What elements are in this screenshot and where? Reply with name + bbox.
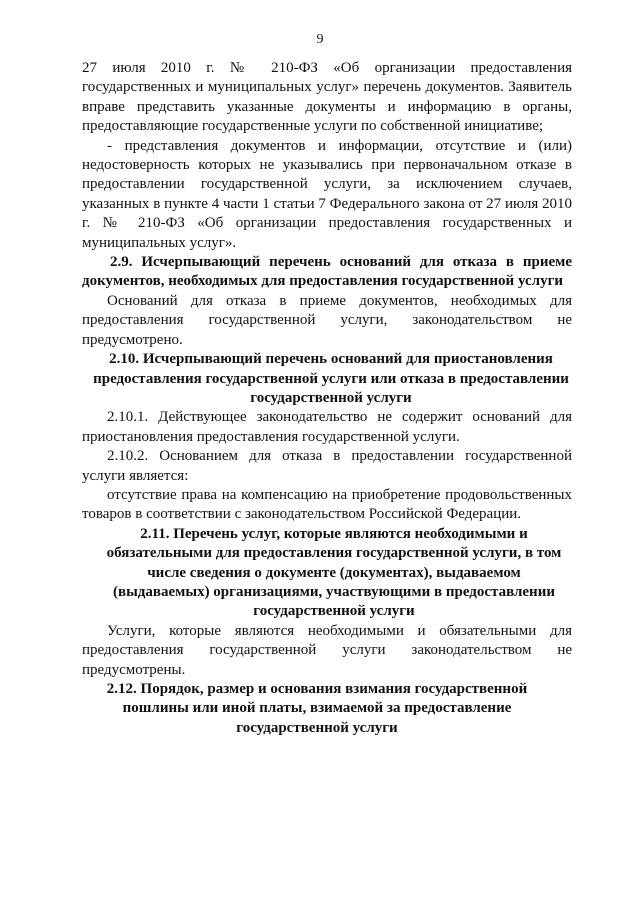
paragraph-intro: 27 июля 2010 г. № 210-ФЗ «Об организации предоставления государственных и муниципальных услуг» перечень документов. Заявитель вправе представить указанные документы и информацию в органы, предоставляющие государственные услуги по собственной инициативе; xyxy=(82,60,572,135)
paragraph-bullet: - представления документов и информации, отсутствие и (или) недостоверность которых не указывались при первоначальном отказе в предоставлении государственной услуги, за исключением случаев, указанных в пункте 4 части 1 статьи 7 Федерального закона от 27 июля 2010 г. № 210-ФЗ «Об организации предоставления государственных и муниципальных услуг». xyxy=(82,137,572,251)
heading-2-10: 2.10. Исчерпывающий перечень оснований для приостановления предоставления государственной услуги или отказа в предоставлении государственной услуги xyxy=(93,351,569,406)
paragraph-2-9: Оснований для отказа в приеме документов, необходимых для предоставления государственной услуги, законодательством не предусмотрено. xyxy=(82,292,572,348)
page-number: 9 xyxy=(316,32,324,47)
paragraph-2-11: Услуги, которые являются необходимыми и обязательными для предоставления государственной услуги законодательством не предусмотрены. xyxy=(82,622,572,678)
heading-2-12: 2.12. Порядок, размер и основания взимания государственной пошлины или иной платы, взимаемой за предоставление государственной услуги xyxy=(106,681,528,736)
paragraph-2-10-2: 2.10.2. Основанием для отказа в предоставлении государственной услуги является: xyxy=(82,448,572,484)
paragraph-2-10-2-item: отсутствие права на компенсацию на приобретение продовольственных товаров в соответствии с законодательством Российской Федерации. xyxy=(82,486,572,523)
heading-2-9: 2.9. Исчерпывающий перечень оснований для отказа в приеме документов, необходимых для предоставления государственной услуги xyxy=(82,254,572,290)
paragraph-2-10-1: 2.10.1. Действующее законодательство не содержит оснований для приостановления предоставления государственной услуги. xyxy=(82,409,572,445)
document-body xyxy=(82,59,572,738)
heading-2-11: 2.11. Перечень услуг, которые являются необходимыми и обязательными для предоставления государственной услуги, в том числе сведения о документе (документах), выдаваемом (выдаваемых) организациями, участвующими в предоставлении государственной услуги xyxy=(106,525,562,620)
